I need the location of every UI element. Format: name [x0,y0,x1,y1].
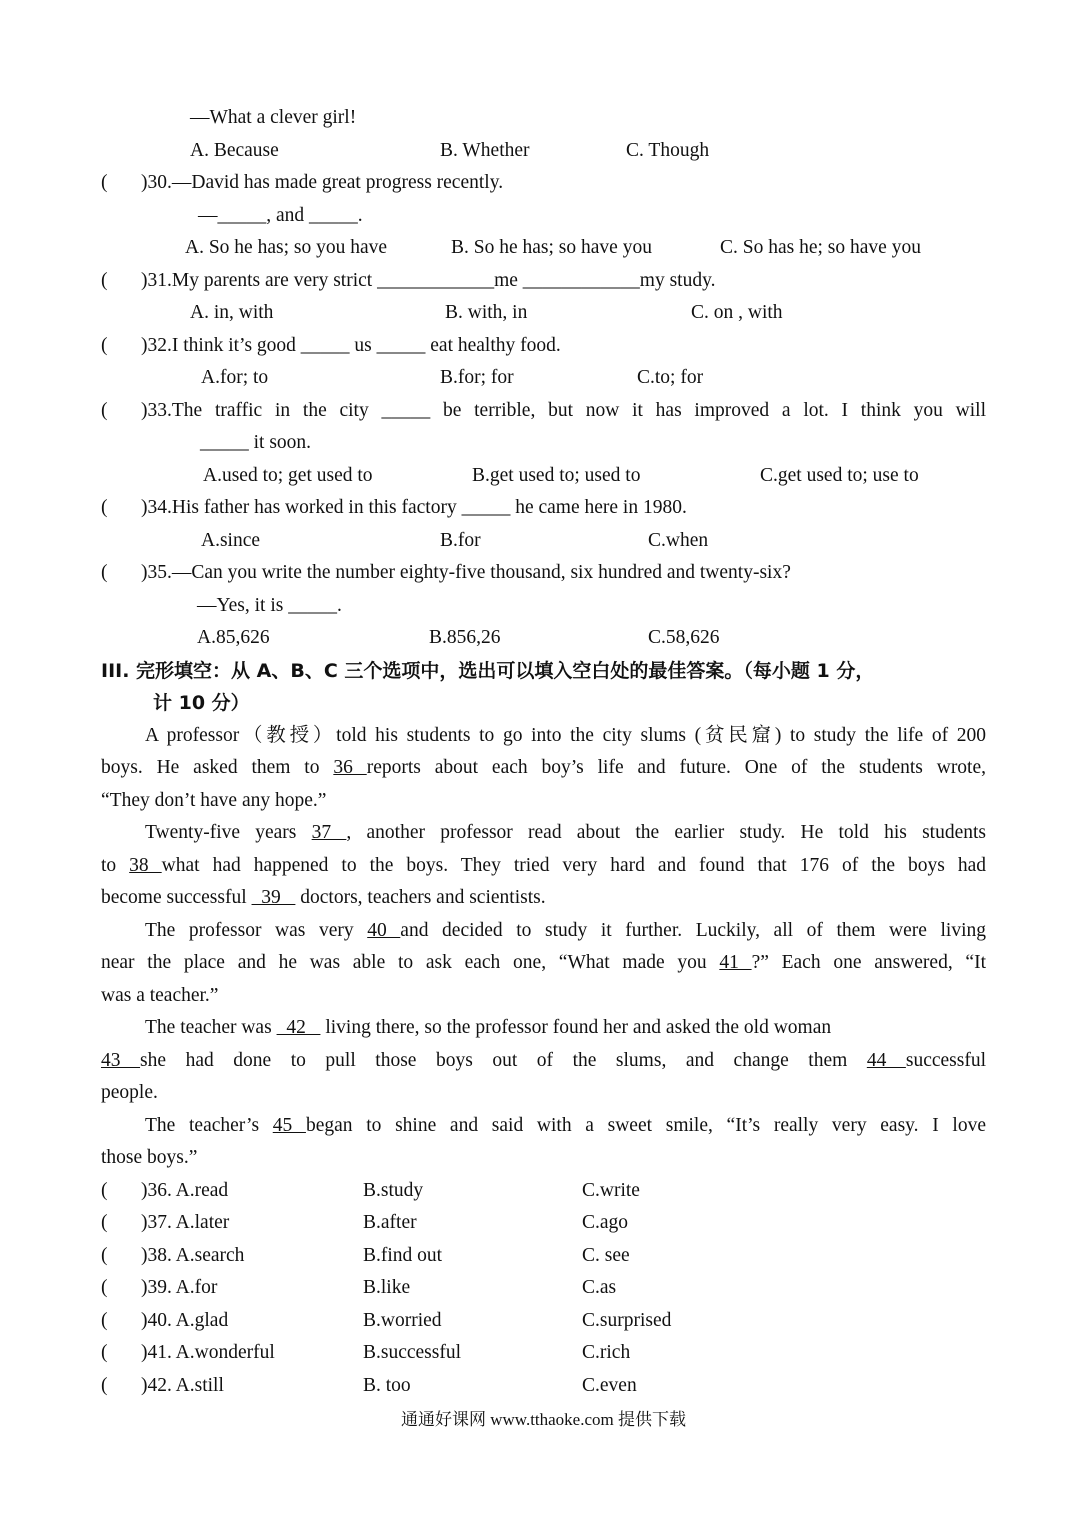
option-b[interactable]: B.worried [363,1310,442,1331]
question-stem: )35.—Can you write the number eighty-five thousand, six hundred and twenty-six? [141,562,791,583]
answer-paren[interactable]: ( [101,1277,108,1298]
passage-line: Twenty-five years 37 , another professor read about the earlier study. He told his students [145,822,987,843]
answer-paren[interactable]: ( [101,1245,108,1266]
blank-38[interactable]: 38 [129,855,162,876]
answer-paren[interactable]: ( [101,1212,108,1233]
passage-line: to 38 what had happened to the boys. They tried very hard and found that 176 of the boys had [101,855,986,876]
blank-43[interactable]: 43 [101,1050,141,1071]
option-a[interactable]: A. Because [190,140,279,161]
option-c[interactable]: C.even [582,1375,637,1396]
option-a[interactable]: A.for; to [201,367,269,388]
passage-line: those boys.” [101,1147,198,1168]
passage-line: The teacher was 42 living there, so the professor found her and asked the old woman [145,1017,832,1038]
blank-37[interactable]: 37 [311,822,347,843]
option-b[interactable]: B.successful [363,1342,462,1363]
blank-45[interactable]: 45 [272,1115,306,1136]
option-a[interactable]: )39. A.for [141,1277,218,1298]
blank-39[interactable]: 39 [251,887,296,908]
option-b[interactable]: B. Whether [440,140,530,161]
option-b[interactable]: B.find out [363,1245,443,1266]
option-c[interactable]: C.write [582,1180,640,1201]
option-a[interactable]: )40. A.glad [141,1310,229,1331]
option-c[interactable]: C. see [582,1245,630,1266]
answer-paren[interactable]: ( [101,1342,108,1363]
blank-40[interactable]: 40 [367,920,401,941]
passage-line: “They don’t have any hope.” [101,790,327,811]
answer-paren[interactable]: ( [101,270,108,291]
q35-reply: —Yes, it is _____. [197,595,342,616]
question-stem: )34.His father has worked in this factory _____ he came here in 1980. [141,497,687,518]
option-a[interactable]: )38. A.search [141,1245,245,1266]
blank-36[interactable]: 36 [333,757,367,778]
passage-line: people. [101,1082,158,1103]
option-b[interactable]: B. So he has; so have you [451,237,652,258]
passage-line: The teacher’s 45 began to shine and said with a sweet smile, “It’s really very easy. I love [145,1115,987,1136]
option-b[interactable]: B.for; for [440,367,514,388]
page-footer: 通通好课网 www.tthaoke.com 提供下载 [400,1410,687,1429]
option-b[interactable]: B. too [363,1375,411,1396]
question-stem: )30.—David has made great progress recently. [141,172,504,193]
option-b[interactable]: B. with, in [445,302,528,323]
passage-line: near the place and he was able to ask each one, “What made you 41 ?” Each one answered, “It [101,952,987,973]
option-c[interactable]: C.rich [582,1342,631,1363]
answer-paren[interactable]: ( [101,1180,108,1201]
section-heading: III. 完形填空：从 A、B、C 三个选项中，选出可以填入空白处的最佳答案。（每小题 1 分， [101,660,875,682]
answer-paren[interactable]: ( [101,497,108,518]
option-c[interactable]: C.to; for [637,367,704,388]
option-a[interactable]: )36. A.read [141,1180,229,1201]
passage-line: was a teacher.” [101,985,219,1006]
option-a[interactable]: )42. A.still [141,1375,224,1396]
passage-line: The professor was very 40 and decided to study it further. Luckily, all of them were living [145,920,987,941]
option-b[interactable]: B.get used to; used to [472,465,641,486]
answer-paren[interactable]: ( [101,1310,108,1331]
option-b[interactable]: B.856,26 [429,627,501,648]
option-c[interactable]: C. Though [626,140,710,161]
option-a[interactable]: A. So he has; so you have [185,237,388,258]
option-b[interactable]: B.for [440,530,481,551]
question-stem: )33.The traffic in the city _____ be terrible, but now it has improved a lot. I think you will [141,400,986,421]
blank-44[interactable]: 44 [866,1050,906,1071]
option-c[interactable]: C.58,626 [648,627,720,648]
answer-paren[interactable]: ( [101,172,108,193]
passage-line: 43 she had done to pull those boys out of the slums, and change them 44 successful [101,1050,987,1071]
q33-stem-cont: _____ it soon. [200,432,312,453]
question-stem: )31.My parents are very strict ____________me ____________my study. [141,270,716,291]
answer-paren[interactable]: ( [101,1375,108,1396]
q29-reply: —What a clever girl! [190,107,357,128]
passage-line: A professor（教授）told his students to go into the city slums (贫民窟) to study the life of 200 [145,725,986,746]
blank-42[interactable]: 42 [276,1017,321,1038]
question-stem: )32.I think it’s good _____ us _____ eat healthy food. [141,335,561,356]
option-a[interactable]: )41. A.wonderful [141,1342,275,1363]
blank-41[interactable]: 41 [719,952,752,973]
option-c[interactable]: C. on , with [691,302,783,323]
passage-line: boys. He asked them to 36 reports about each boy’s life and future. One of the students wrote, [101,757,987,778]
answer-paren[interactable]: ( [101,335,108,356]
option-b[interactable]: B.like [363,1277,411,1298]
option-c[interactable]: C.ago [582,1212,629,1233]
option-b[interactable]: B.after [363,1212,417,1233]
option-c[interactable]: C.as [582,1277,617,1298]
option-a[interactable]: A.since [201,530,261,551]
option-a[interactable]: A.used to; get used to [203,465,373,486]
option-a[interactable]: )37. A.later [141,1212,230,1233]
option-a[interactable]: A. in, with [190,302,274,323]
passage-line: become successful 39 doctors, teachers and scientists. [101,887,546,908]
option-c[interactable]: C.get used to; use to [760,465,919,486]
option-c[interactable]: C.surprised [582,1310,672,1331]
answer-paren[interactable]: ( [101,562,108,583]
option-c[interactable]: C. So has he; so have you [720,237,921,258]
answer-paren[interactable]: ( [101,400,108,421]
option-a[interactable]: A.85,626 [197,627,270,648]
option-c[interactable]: C.when [648,530,709,551]
option-b[interactable]: B.study [363,1180,424,1201]
q30-reply: —_____, and _____. [198,205,363,226]
section-heading-cont: 计 10 分） [153,692,250,714]
